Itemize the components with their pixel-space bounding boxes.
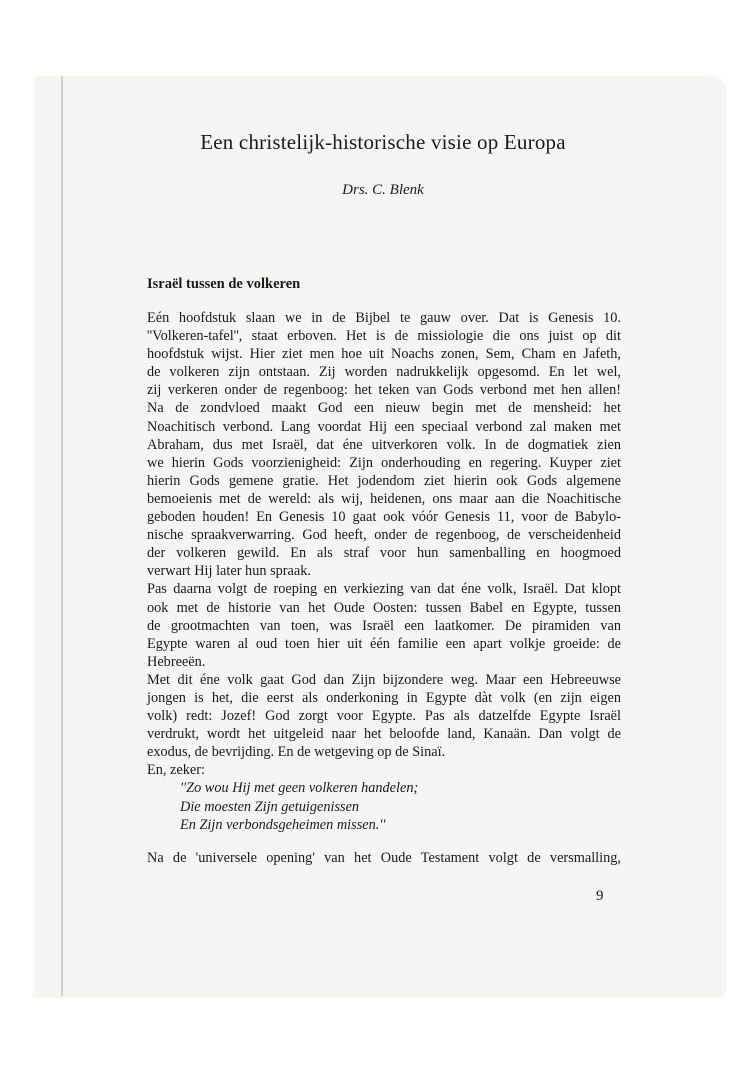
body-line: exodus, de bevrijding. En de wetgeving op de Sinaï. (147, 744, 446, 761)
author-name: Drs. C. Blenk (342, 182, 424, 198)
quote-line: Die moesten Zijn getuigenissen (180, 798, 360, 815)
body-line: jongen is het, die eerst als onderkoning in Egypte dàt volk (en zijn eigen (147, 689, 621, 706)
body-line: we hierin Gods voorzienigheid: Zijn onderhouding en regering. Kuyper ziet (147, 454, 621, 471)
body-line: geboden houden! En Genesis 10 gaat ook vóór Genesis 11, voor de Babylo- (147, 509, 621, 526)
paragraph-gap (147, 834, 621, 849)
body-line: Abraham, dus met Israël, dat éne uitverkoren volk. In de dogmatiek zien (147, 436, 621, 453)
page-number: 9 (596, 888, 604, 904)
article-title: Een christelijk-historische visie op Europa (200, 130, 566, 154)
body-line: En, zeker: (147, 762, 205, 779)
closing-line: Na de 'universele opening' van het Oude Testament volgt de versmalling, (147, 849, 621, 866)
body-line: de volkeren zijn ontstaan. Zij worden nadrukkelijk opgesomd. En let wel, (147, 364, 621, 381)
body-line: hoofdstuk wijst. Hier ziet men hoe uit Noachs zonen, Sem, Cham en Jafeth, (147, 346, 621, 363)
body-line: Met dit éne volk gaat God dan Zijn bijzondere weg. Maar een Hebreeuwse (147, 671, 621, 688)
body-line: der volkeren gewild. En als straf voor hun samenballing en hoogmoed (147, 545, 621, 562)
body-line: nische spraakverwarring. God heeft, onder de regenboog, de verscheidenheid (147, 527, 621, 544)
body-line: Hebreeën. (147, 653, 206, 670)
quote-line: En Zijn verbondsgeheimen missen.'' (180, 816, 386, 833)
body-line: verdrukt, wordt het uitgeleid naar het beloofde land, Kanaän. Dan volgt de (147, 726, 621, 743)
body-line: verwart Hij later hun spraak. (147, 563, 311, 580)
body-line: hierin Gods gemene gratie. Het jodendom ziet hierin ook Gods algemene (147, 472, 621, 489)
body-line: ''Volkeren-tafel'', staat erboven. Het is de missiologie die ons juist op dit (147, 328, 621, 345)
section-heading: Israël tussen de volkeren (147, 276, 301, 292)
body-line: zij verkeren onder de regenboog: het teken van Gods verbond met hen allen! (147, 382, 621, 399)
body-line: Eén hoofdstuk slaan we in de Bijbel te gauw over. Dat is Genesis 10. (147, 310, 621, 326)
body-line: Pas daarna volgt de roeping en verkiezing van dat éne volk, Israël. Dat klopt (147, 581, 621, 598)
body-line: Noachitisch verbond. Lang voordat Hij een speciaal verbond zal maken met (147, 418, 621, 435)
body-line: volk) redt: Jozef! God zorgt voor Egypte. Pas als datzelfde Egypte Israël (147, 708, 621, 725)
body-line: ook met de historie van het Oude Oosten: tussen Babel en Egypte, tussen (147, 599, 621, 616)
body-line: bemoeienis met de wereld: als wij, heidenen, ons maar aan die Noachitische (147, 490, 621, 507)
body-line: Egypte waren al oud toen hier uit één familie een apart volkje groeide: de (147, 635, 621, 652)
body-line: Na de zondvloed maakt God een nieuw begin met de mensheid: het (147, 400, 621, 417)
quote-line: ''Zo wou Hij met geen volkeren handelen; (180, 780, 419, 797)
body-line: de grootmachten van toen, was Israël een laatkomer. De piramiden van (147, 617, 621, 634)
body-text (147, 309, 621, 867)
page-spine (61, 76, 63, 996)
